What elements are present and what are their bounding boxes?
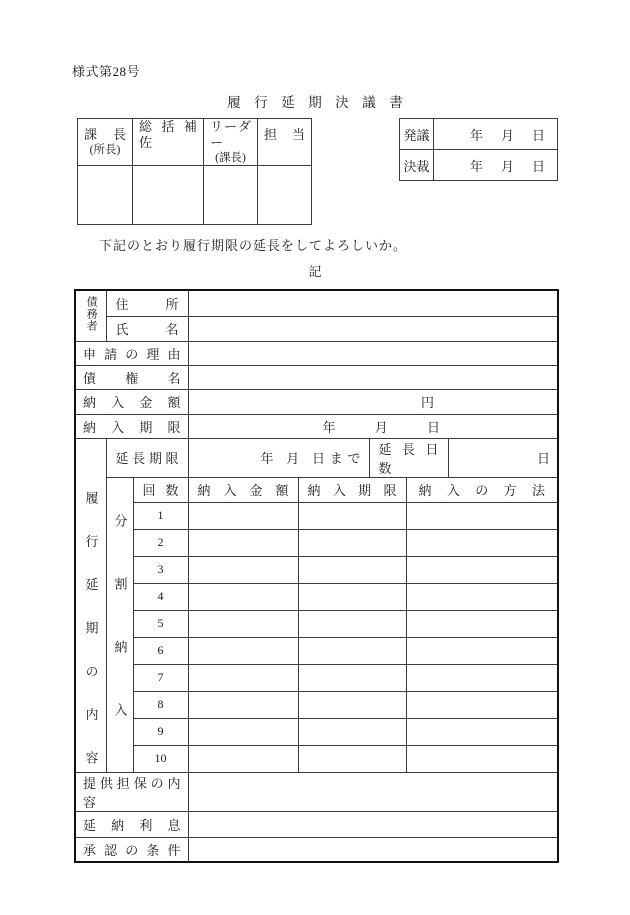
installment-deadline-cell [298,664,406,691]
address-value-cell [188,290,558,316]
approval-header-leader [204,119,258,166]
intro-sentence: 下記のとおり履行期限の延長をしてよろしいか。 [99,238,408,253]
stamp-cell-general-assistant [133,166,204,225]
decision-date-cell: 年 月 日 [434,150,558,181]
date-table [399,118,558,181]
stamp-cell-leader [204,166,258,225]
installment-row-number-cell: 4 [133,583,188,610]
extension-deadline-value-cell: 年 月 日まで [188,438,369,477]
installment-amount-cell [188,529,298,556]
approval-header-sublabel [133,151,203,165]
installment-row-number-cell: 3 [133,556,188,583]
proposal-label-cell: 発議 [400,119,434,150]
installment-amount-cell [188,664,298,691]
installment-deadline-cell [298,610,406,637]
proposal-date-cell: 年 月 日 [434,119,558,150]
decision-label-cell: 決裁 [400,150,434,181]
application-reason-value-cell [188,341,558,365]
stamp-cell-section-chief [78,166,133,225]
installment-row-number-cell: 8 [133,691,188,718]
installment-method-cell [406,556,558,583]
installment-row-number-cell: 7 [133,664,188,691]
extension-days-value-cell: 日 [448,438,558,477]
approval-header-section-chief [78,119,133,166]
approval-header-label: 課 長 [84,127,126,142]
header-deadline-cell: 納 入 期 限 [298,477,406,502]
stamp-cell-staff [258,166,312,225]
header-count-cell: 回 数 [133,477,188,502]
installment-amount-cell [188,637,298,664]
claim-name-value-cell [188,365,558,389]
installment-method-cell [406,745,558,772]
extension-days-label-cell: 延 長 日 数 [369,438,448,477]
address-label-cell: 住 所 [106,290,188,316]
name-value-cell [188,316,558,341]
approval-header-label: リーダー [210,119,251,150]
installment-amount-cell [188,583,298,610]
approval-header-general-assistant [133,119,204,166]
installment-method-cell [406,529,558,556]
ki-heading: 記 [308,264,322,279]
installment-label: 分 割 納 入 [112,513,128,716]
main-table [74,289,559,863]
installment-method-cell [406,610,558,637]
installment-deadline-cell [298,583,406,610]
installment-deadline-cell [298,691,406,718]
installment-amount-cell [188,502,298,529]
deferred-interest-label-cell: 延 納 利 息 [75,811,188,837]
approval-header-sublabel: (所長) [89,144,121,156]
payment-amount-value-cell: 円 [188,389,558,414]
installment-deadline-cell [298,718,406,745]
installment-row-number-cell: 10 [133,745,188,772]
deferred-interest-value-cell [188,811,558,837]
approval-header-sublabel [258,143,311,157]
extension-section-vertical-label-cell [75,438,106,772]
installment-row-number-cell: 1 [133,502,188,529]
page-title: 履 行 延 期 決 議 書 [227,95,403,110]
payment-deadline-label-cell: 納 入 期 限 [75,414,188,438]
header-method-cell: 納 入 の 方 法 [406,477,558,502]
debtor-vertical-label-cell [75,290,106,341]
collateral-value-cell [188,772,558,811]
approval-header-label: 総 括 補 佐 [139,119,197,150]
installment-deadline-cell [298,529,406,556]
payment-deadline-value-cell: 年 月 日 [188,414,558,438]
installment-amount-cell [188,745,298,772]
installment-row-number-cell: 2 [133,529,188,556]
installment-deadline-cell [298,637,406,664]
collateral-label-cell: 提 供 担 保 の 内 容 [75,772,188,811]
installment-amount-cell [188,556,298,583]
installment-deadline-cell [298,745,406,772]
form-number: 様式第28号 [72,64,141,79]
installment-amount-cell [188,718,298,745]
header-amount-cell: 納 入 金 額 [188,477,298,502]
extension-deadline-label-cell: 延 長 期 限 [106,438,188,477]
installment-method-cell [406,583,558,610]
approval-conditions-value-cell [188,837,558,862]
installment-row-number-cell: 5 [133,610,188,637]
approval-header-sublabel: (課長) [215,152,246,164]
installment-amount-cell [188,691,298,718]
debtor-label: 債務者 [85,295,98,332]
approval-header-label: 担 当 [264,127,305,142]
application-reason-label-cell: 申 請 の 理 由 [75,341,188,365]
installment-method-cell [406,664,558,691]
installment-amount-cell [188,610,298,637]
approval-header-staff [258,119,312,166]
installment-method-cell [406,718,558,745]
extension-section-label: 履 行 延 期 の 内 容 [83,490,99,764]
installment-deadline-cell [298,556,406,583]
installment-method-cell [406,502,558,529]
approval-conditions-label-cell: 承 認 の 条 件 [75,837,188,862]
claim-name-label-cell: 債 権 名 [75,365,188,389]
installment-method-cell [406,637,558,664]
installment-deadline-cell [298,502,406,529]
name-label-cell: 氏 名 [106,316,188,341]
installment-row-number-cell: 6 [133,637,188,664]
payment-amount-label-cell: 納 入 金 額 [75,389,188,414]
approval-stamp-table [77,118,312,225]
installment-vertical-label-cell [106,477,133,772]
installment-method-cell [406,691,558,718]
installment-row-number-cell: 9 [133,718,188,745]
